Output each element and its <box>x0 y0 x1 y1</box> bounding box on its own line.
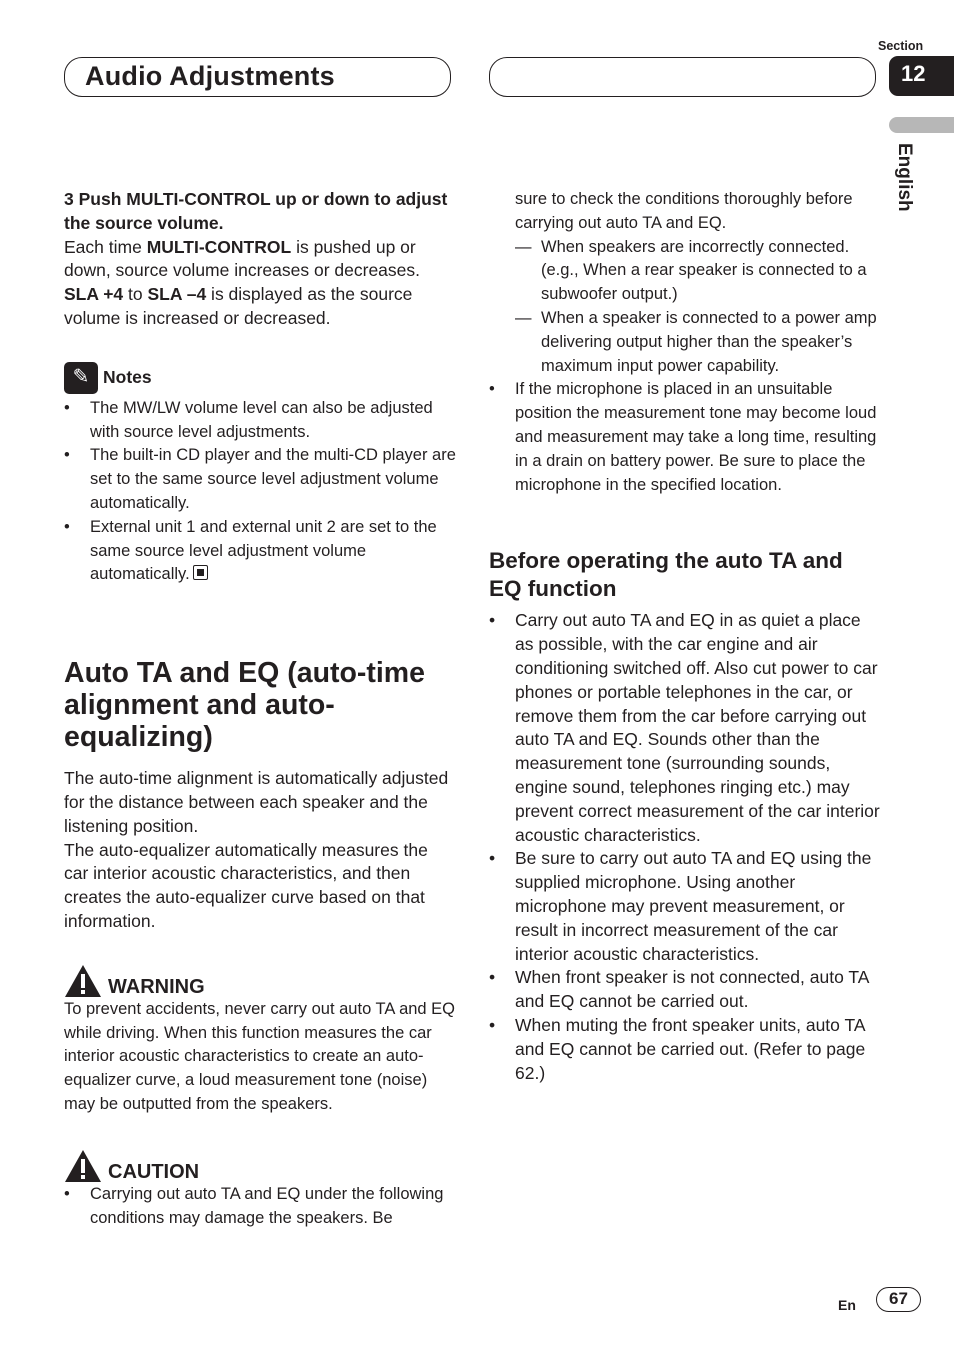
bold-term: SLA +4 <box>64 284 124 305</box>
precaution-list <box>489 609 881 1085</box>
bold-term: MULTI-CONTROL <box>146 236 292 257</box>
intro-paragraph-2: The auto-equalizer automatically measures the car interior acoustic characteristics, and then creates the auto-equalizer curve based on that information. <box>64 839 428 931</box>
caution-header <box>64 1147 456 1183</box>
caution-icon <box>64 1149 102 1183</box>
pencil-icon: ✎ <box>64 362 98 394</box>
warning-text: To prevent accidents, never carry out auto TA and EQ while driving. When this function measures the car interior acoustic characteristics to create an auto-equalizer curve, a loud measurement tone (noise) may be outputted from the speakers. <box>64 999 456 1113</box>
list-item: • When muting the front speaker units, auto TA and EQ cannot be carried out. (Refer to page 62.) <box>489 1014 881 1085</box>
caution-title: CAUTION <box>108 1160 200 1183</box>
language-label: English <box>894 143 915 212</box>
warning-icon <box>64 964 102 998</box>
list-item: • If the microphone is placed in an unsuitable position the measurement tone may become loud and measurement may take a long time, resulting in a drain on battery power. Be sure to place the microphone in the specified location. <box>489 378 881 497</box>
section-number: 12 <box>889 56 954 96</box>
list-item: — When speakers are incorrectly connected. (e.g., When a rear speaker is connected to a subwoofer output.) <box>515 236 881 307</box>
text-run: to <box>123 284 148 305</box>
section-label: Section <box>878 39 924 53</box>
warning-header <box>64 962 456 998</box>
list-item: • Carrying out auto TA and EQ under the following conditions may damage the speakers. Be <box>64 1183 456 1231</box>
notes-header <box>64 361 456 395</box>
page-number: 67 <box>876 1287 921 1312</box>
notes-list <box>64 397 456 587</box>
text-run: is pushed up or down, source volume increases or decreases. <box>64 236 421 281</box>
page-title: Audio Adjustments <box>85 61 335 91</box>
language-tab <box>889 117 954 133</box>
left-column <box>64 188 456 1230</box>
header-title-box <box>64 57 451 97</box>
list-item: • The MW/LW volume level can also be adjusted with source level adjustments. <box>64 397 456 445</box>
step-body <box>64 236 456 331</box>
caution-list-continued <box>489 378 881 497</box>
list-item: • External unit 1 and external unit 2 are set to the same source level adjustment volume automatically. <box>64 516 456 587</box>
end-mark-icon <box>193 565 208 580</box>
list-item: • The built-in CD player and the multi-CD player are set to the same source level adjustment volume automatically. <box>64 444 456 515</box>
step-heading: 3 Push MULTI-CONTROL up or down to adjust the source volume. <box>64 189 448 233</box>
notes-title: Notes <box>103 366 152 387</box>
right-column <box>489 188 881 1085</box>
caution-list <box>64 1183 456 1231</box>
footer-language-code: En <box>838 1297 856 1313</box>
text-run: Each time <box>64 236 147 257</box>
caution-continued: sure to check the conditions thoroughly before carrying out auto TA and EQ. <box>515 190 853 232</box>
list-item: — When a speaker is connected to a power amp delivering output higher than the speaker’s maximum input power capability. <box>515 307 881 378</box>
condition-list <box>489 236 881 379</box>
bold-term: SLA –4 <box>147 284 207 305</box>
sub-heading: Before operating the auto TA and EQ function <box>489 548 843 602</box>
list-item: • Carry out auto TA and EQ in as quiet a place as possible, with the car engine and air conditioning switched off. Also cut power to car phones or portable telephones in the car, or remove them from the car before carrying out auto TA and EQ. Sounds other than the measurement tone (surrounding sounds, engine sound, telephones ringing etc.) may prevent correct measurement of the car interior acoustic characteristics. <box>489 609 881 847</box>
list-item: • Be sure to carry out auto TA and EQ using the supplied microphone. Using another microphone may prevent measurement, or result in incorrect measurement of the car interior acoustic characteristics. <box>489 847 881 966</box>
intro-paragraph-1: The auto-time alignment is automatically adjusted for the distance between each speaker and the listening position. <box>64 768 449 836</box>
main-heading: Auto TA and EQ (auto-time alignment and auto-equalizing) <box>64 657 425 754</box>
warning-title: WARNING <box>108 975 205 998</box>
header-empty-box <box>489 57 876 97</box>
list-item: • When front speaker is not connected, auto TA and EQ cannot be carried out. <box>489 966 881 1014</box>
text-run: is displayed as the source volume is increased or decreased. <box>64 284 413 328</box>
